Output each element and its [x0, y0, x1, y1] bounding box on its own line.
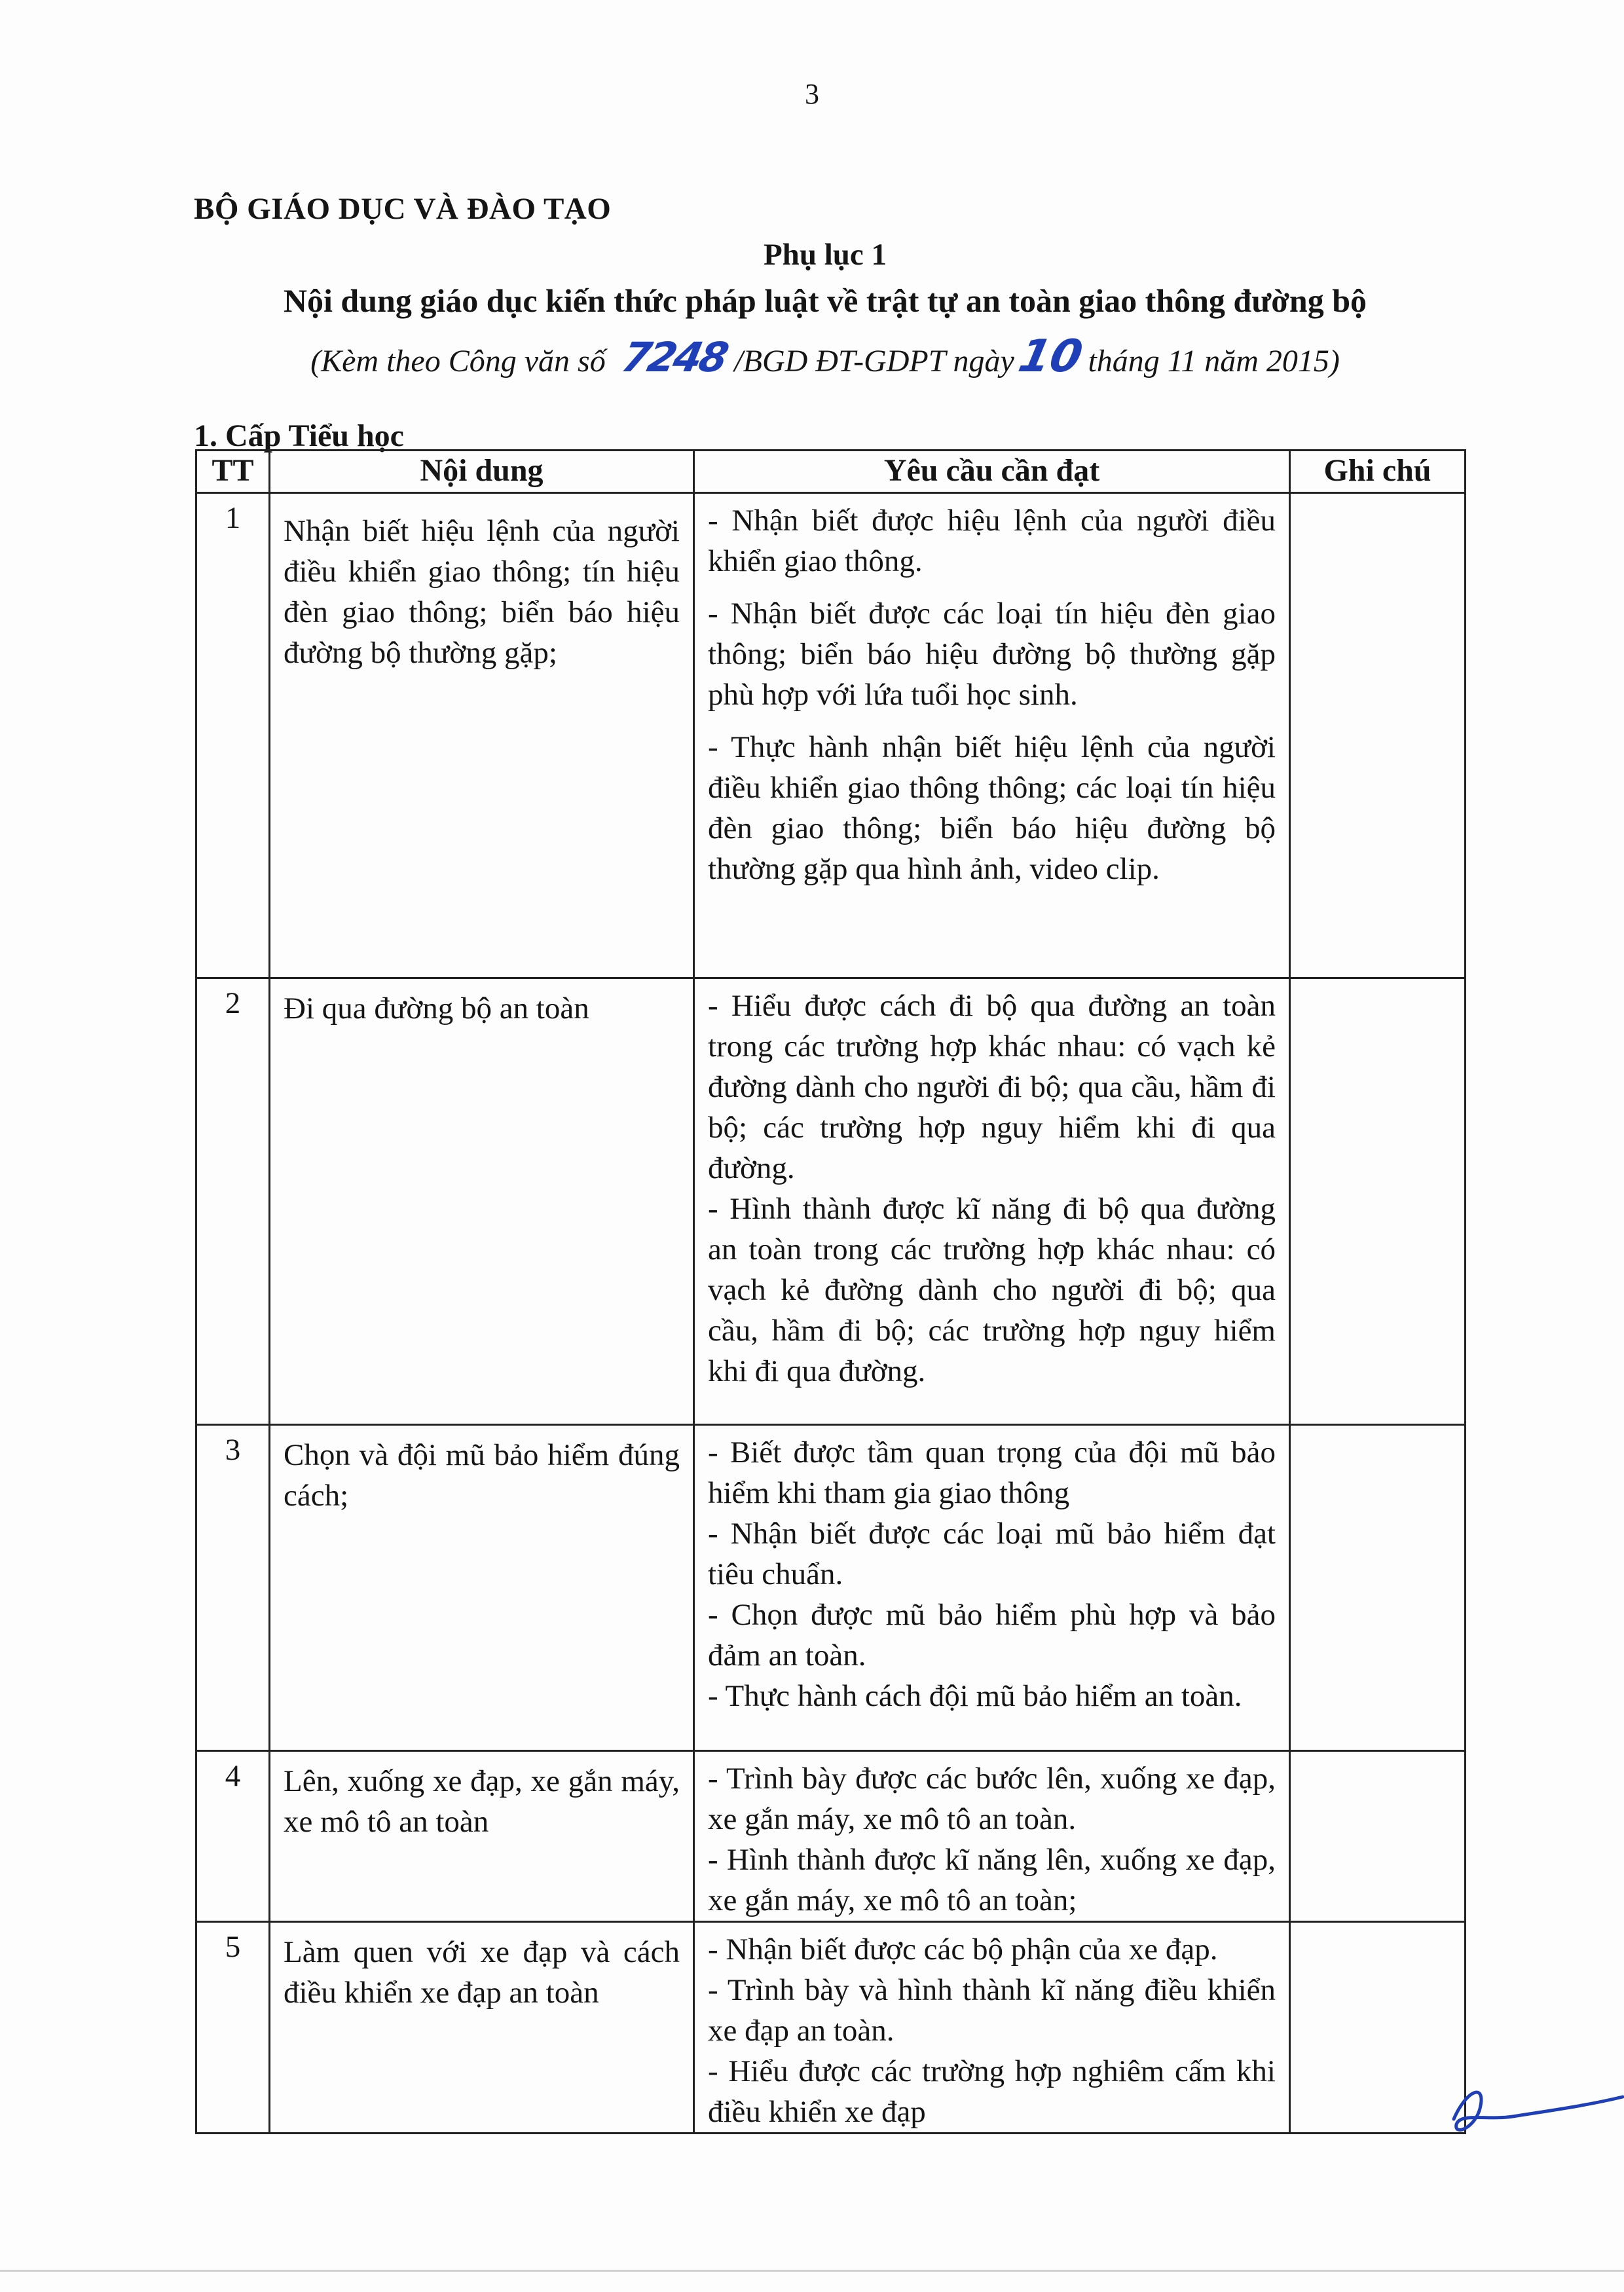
- table-row: [196, 1425, 1466, 1751]
- requirement-item: - Biết được tầm quan trọng của đội mũ bảo hiểm khi tham gia giao thông: [708, 1435, 1276, 1510]
- requirement-item: - Thực hành nhận biết hiệu lệnh của người điều khiển giao thông thông; các loại tín hiệu đèn giao thông; biển báo hiệu đường bộ thường gặp qua hình ảnh, video clip.: [708, 730, 1276, 886]
- row-requirements: [694, 978, 1290, 1425]
- row-content: Lên, xuống xe đạp, xe gắn máy, xe mô tô an toàn: [270, 1751, 694, 1922]
- row-content: Chọn và đội mũ bảo hiểm đúng cách;: [270, 1425, 694, 1751]
- signature-stroke: [1454, 2092, 1623, 2130]
- requirement-item: - Hình thành được kĩ năng đi bộ qua đường an toàn trong các trường hợp khác nhau: có vạch kẻ đường dành cho người đi bộ; qua cầu, hầm đi bộ; các trường hợp nguy hiểm khi đi qua đường.: [708, 1192, 1276, 1388]
- row-number: 1: [196, 493, 270, 978]
- requirement-item: - Thực hành cách đội mũ bảo hiểm an toàn.: [708, 1679, 1242, 1713]
- requirement-item: - Nhận biết được các loại mũ bảo hiểm đạt tiêu chuẩn.: [708, 1517, 1276, 1591]
- header-content: Nội dung: [270, 451, 694, 493]
- appendix-label: Phụ lục 1: [763, 238, 887, 272]
- requirement-item: - Trình bày được các bước lên, xuống xe đạp, xe gắn máy, xe mô tô an toàn.: [708, 1762, 1276, 1836]
- requirement-item: - Trình bày và hình thành kĩ năng điều khiển xe đạp an toàn.: [708, 1973, 1276, 2048]
- row-requirements: [694, 1751, 1290, 1922]
- scan-bottom-line: [0, 2270, 1624, 2272]
- section-title: 1. Cấp Tiểu học: [194, 418, 404, 453]
- requirement-item: - Nhận biết được hiệu lệnh của người điều khiển giao thông.: [708, 504, 1276, 578]
- row-number: 2: [196, 978, 270, 1425]
- row-requirements: [694, 1425, 1290, 1751]
- requirement-item: - Hiểu được các trường hợp nghiêm cấm khi điều khiển xe đạp: [708, 2054, 1276, 2129]
- header-note: Ghi chú: [1290, 451, 1466, 493]
- requirement-item: - Hiểu được cách đi bộ qua đường an toàn trong các trường hợp khác nhau: có vạch kẻ đường dành cho người đi bộ; qua cầu, hầm đi bộ; các trường hợp nguy hiểm khi đi qua đường.: [708, 989, 1276, 1185]
- header-tt: TT: [196, 451, 270, 493]
- handwritten-day: 10: [1014, 331, 1087, 382]
- row-number: 5: [196, 1922, 270, 2134]
- row-note: [1290, 978, 1466, 1425]
- row-note: [1290, 1751, 1466, 1922]
- requirement-item: - Nhận biết được các loại tín hiệu đèn giao thông; biển báo hiệu đường bộ thường gặp phù hợp với lứa tuổi học sinh.: [708, 597, 1276, 712]
- row-note: [1290, 1425, 1466, 1751]
- row-requirements: [694, 1922, 1290, 2134]
- row-requirements: [694, 493, 1290, 978]
- requirement-item: - Chọn được mũ bảo hiểm phù hợp và bảo đảm an toàn.: [708, 1598, 1276, 1673]
- table-row: [196, 493, 1466, 978]
- attachment-middle: /BGD ĐT-GDPT ngày: [734, 344, 1014, 379]
- handwritten-doc-number: 7248: [617, 333, 731, 381]
- signature-mark: [1441, 2063, 1624, 2154]
- requirement-item: - Nhận biết được các bộ phận của xe đạp.: [708, 1932, 1218, 1967]
- row-content: Làm quen với xe đạp và cách điều khiển xe đạp an toàn: [270, 1922, 694, 2134]
- row-note: [1290, 1922, 1466, 2134]
- row-content: Đi qua đường bộ an toàn: [270, 978, 694, 1425]
- row-number: 3: [196, 1425, 270, 1751]
- attachment-line: [0, 331, 1624, 382]
- table-row: [196, 1751, 1466, 1922]
- document-title: Nội dung giáo dục kiến thức pháp luật về trật tự an toàn giao thông đường bộ: [283, 282, 1367, 319]
- header-requirement: Yêu cầu cần đạt: [694, 451, 1290, 493]
- content-table: [195, 449, 1466, 2134]
- ministry-name: BỘ GIÁO DỤC VÀ ĐÀO TẠO: [194, 192, 612, 226]
- row-number: 4: [196, 1751, 270, 1922]
- requirement-item: - Hình thành được kĩ năng lên, xuống xe đạp, xe gắn máy, xe mô tô an toàn;: [708, 1843, 1276, 1917]
- row-content: Nhận biết hiệu lệnh của người điều khiển giao thông; tín hiệu đèn giao thông; biển báo hiệu đường bộ thường gặp;: [270, 493, 694, 978]
- table-row: [196, 978, 1466, 1425]
- page-number: 3: [805, 78, 819, 110]
- attachment-prefix: (Kèm theo Công văn số: [310, 344, 606, 379]
- attachment-suffix: tháng 11 năm 2015): [1088, 344, 1340, 379]
- table-header-row: [196, 451, 1466, 493]
- table-row: [196, 1922, 1466, 2134]
- row-note: [1290, 493, 1466, 978]
